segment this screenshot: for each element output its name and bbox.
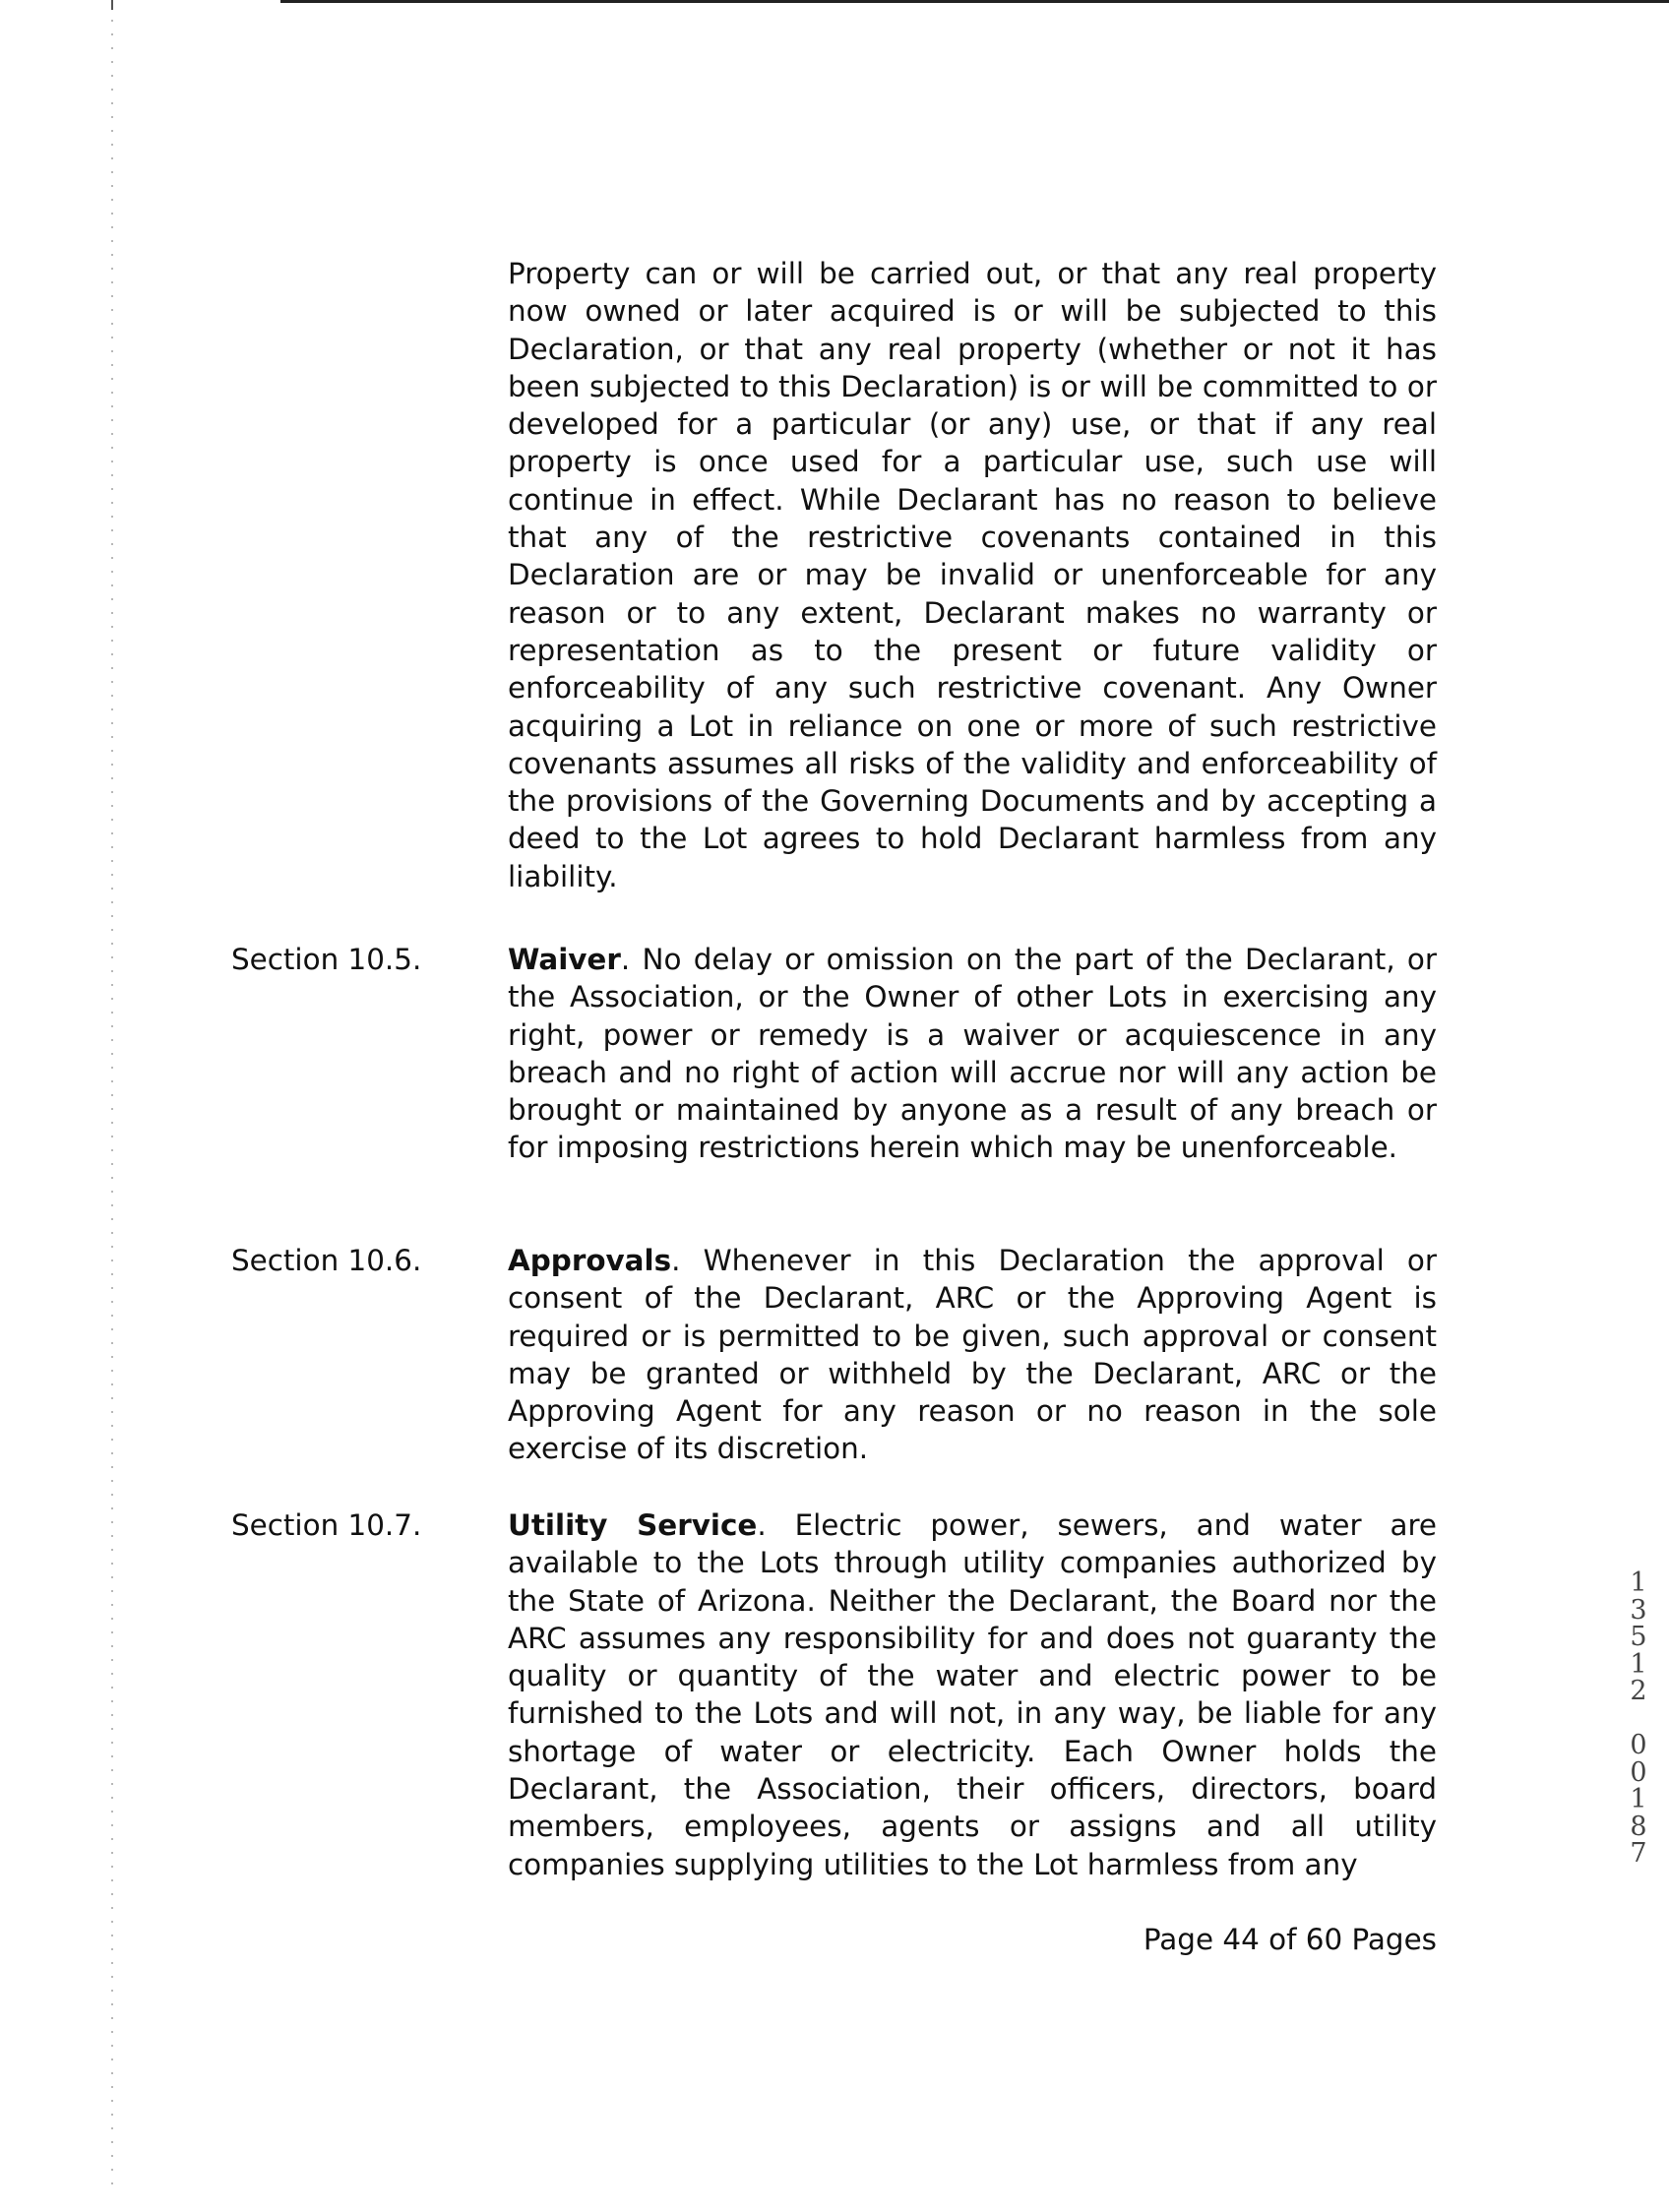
stamp-digit: 1 — [1630, 1567, 1647, 1598]
page-number-footer: Page 44 of 60 Pages — [1143, 1923, 1437, 1956]
stamp-digit: 2 — [1630, 1676, 1647, 1706]
stamp-digit: 5 — [1630, 1622, 1647, 1652]
stamp-gap — [1624, 1705, 1653, 1733]
section-10-7-text: . Electric power, sewers, and water are available to the Lots through utility companies authorized by the State of Arizona. Neither the Declarant, the Board nor the ARC assumes any responsibility for and does not guaranty the quality or quantity of the water and electric power to be furnished to the Lots and will not, in any way, be liable for any shortage of water or electricity. Each Owner holds the Declarant, the Association, their officers, directors, board members, employees, agents or assigns and all utility companies supplying utilities to the Lot harmless from any — [508, 1508, 1437, 1881]
section-10-6-label: Section 10.6. — [231, 1244, 422, 1277]
stamp-digit: 0 — [1630, 1756, 1647, 1788]
stamp-digit: 8 — [1630, 1811, 1647, 1842]
stamp-digit: 1 — [1630, 1784, 1647, 1814]
section-10-5-heading: Waiver — [508, 943, 621, 976]
section-10-6-heading: Approvals — [508, 1244, 672, 1277]
section-10-6-text: . Whenever in this Declaration the approval or consent of the Declarant, ARC or the Approving Agent is required or is permitted to be given, such approval or consent may be granted or withheld by the Declarant, ARC or the Approving Agent for any reason or no reason in the sole exercise of its discretion. — [508, 1244, 1437, 1466]
section-10-5-text: . No delay or omission on the part of the Declarant, or the Association, or the Owner of other Lots in exercising any right, power or remedy is a waiver or acquiescence in any breach and no right of action will accrue nor will any action be brought or maintained by anyone as a result of any breach or for imposing restrictions herein which may be unenforceable. — [508, 943, 1437, 1165]
section-10-7-heading: Utility Service — [508, 1508, 758, 1542]
stamp-digit: 0 — [1630, 1730, 1647, 1760]
stamp-digit: 7 — [1630, 1838, 1647, 1869]
stamp-digit: 1 — [1630, 1648, 1647, 1680]
section-10-7-label: Section 10.7. — [231, 1508, 422, 1542]
section-10-7-paragraph — [508, 1506, 1437, 1883]
top-border-line — [280, 0, 1669, 3]
recording-number-stamp — [1624, 1569, 1653, 1868]
margin-tick-mark — [111, 0, 113, 10]
section-10-5-paragraph — [508, 941, 1437, 1167]
section-10-5-label: Section 10.5. — [231, 943, 422, 976]
stamp-digit: 3 — [1630, 1594, 1647, 1626]
left-margin-dotted-line — [111, 20, 113, 2194]
section-10-6-paragraph — [508, 1242, 1437, 1468]
continuation-paragraph: Property can or will be carried out, or that any real property now owned or later acquired is or will be subjected to this Declaration, or that any real property (whether or not it has been subjected to this Declaration) is or will be committed to or developed for a particular (or any) use, or that if any real property is once used for a particular use, such use will continue in effect. While Declarant has no reason to believe that any of the restrictive covenants contained in this Declaration are or may be invalid or unenforceable for any reason or to any extent, Declarant makes no warranty or representation as to the present or future validity or enforceability of any such restrictive covenant. Any Owner acquiring a Lot in reliance on one or more of such restrictive covenants assumes all risks of the validity and enforceability of the provisions of the Governing Documents and by accepting a deed to the Lot agrees to hold Declarant harmless from any liability. — [508, 257, 1437, 893]
